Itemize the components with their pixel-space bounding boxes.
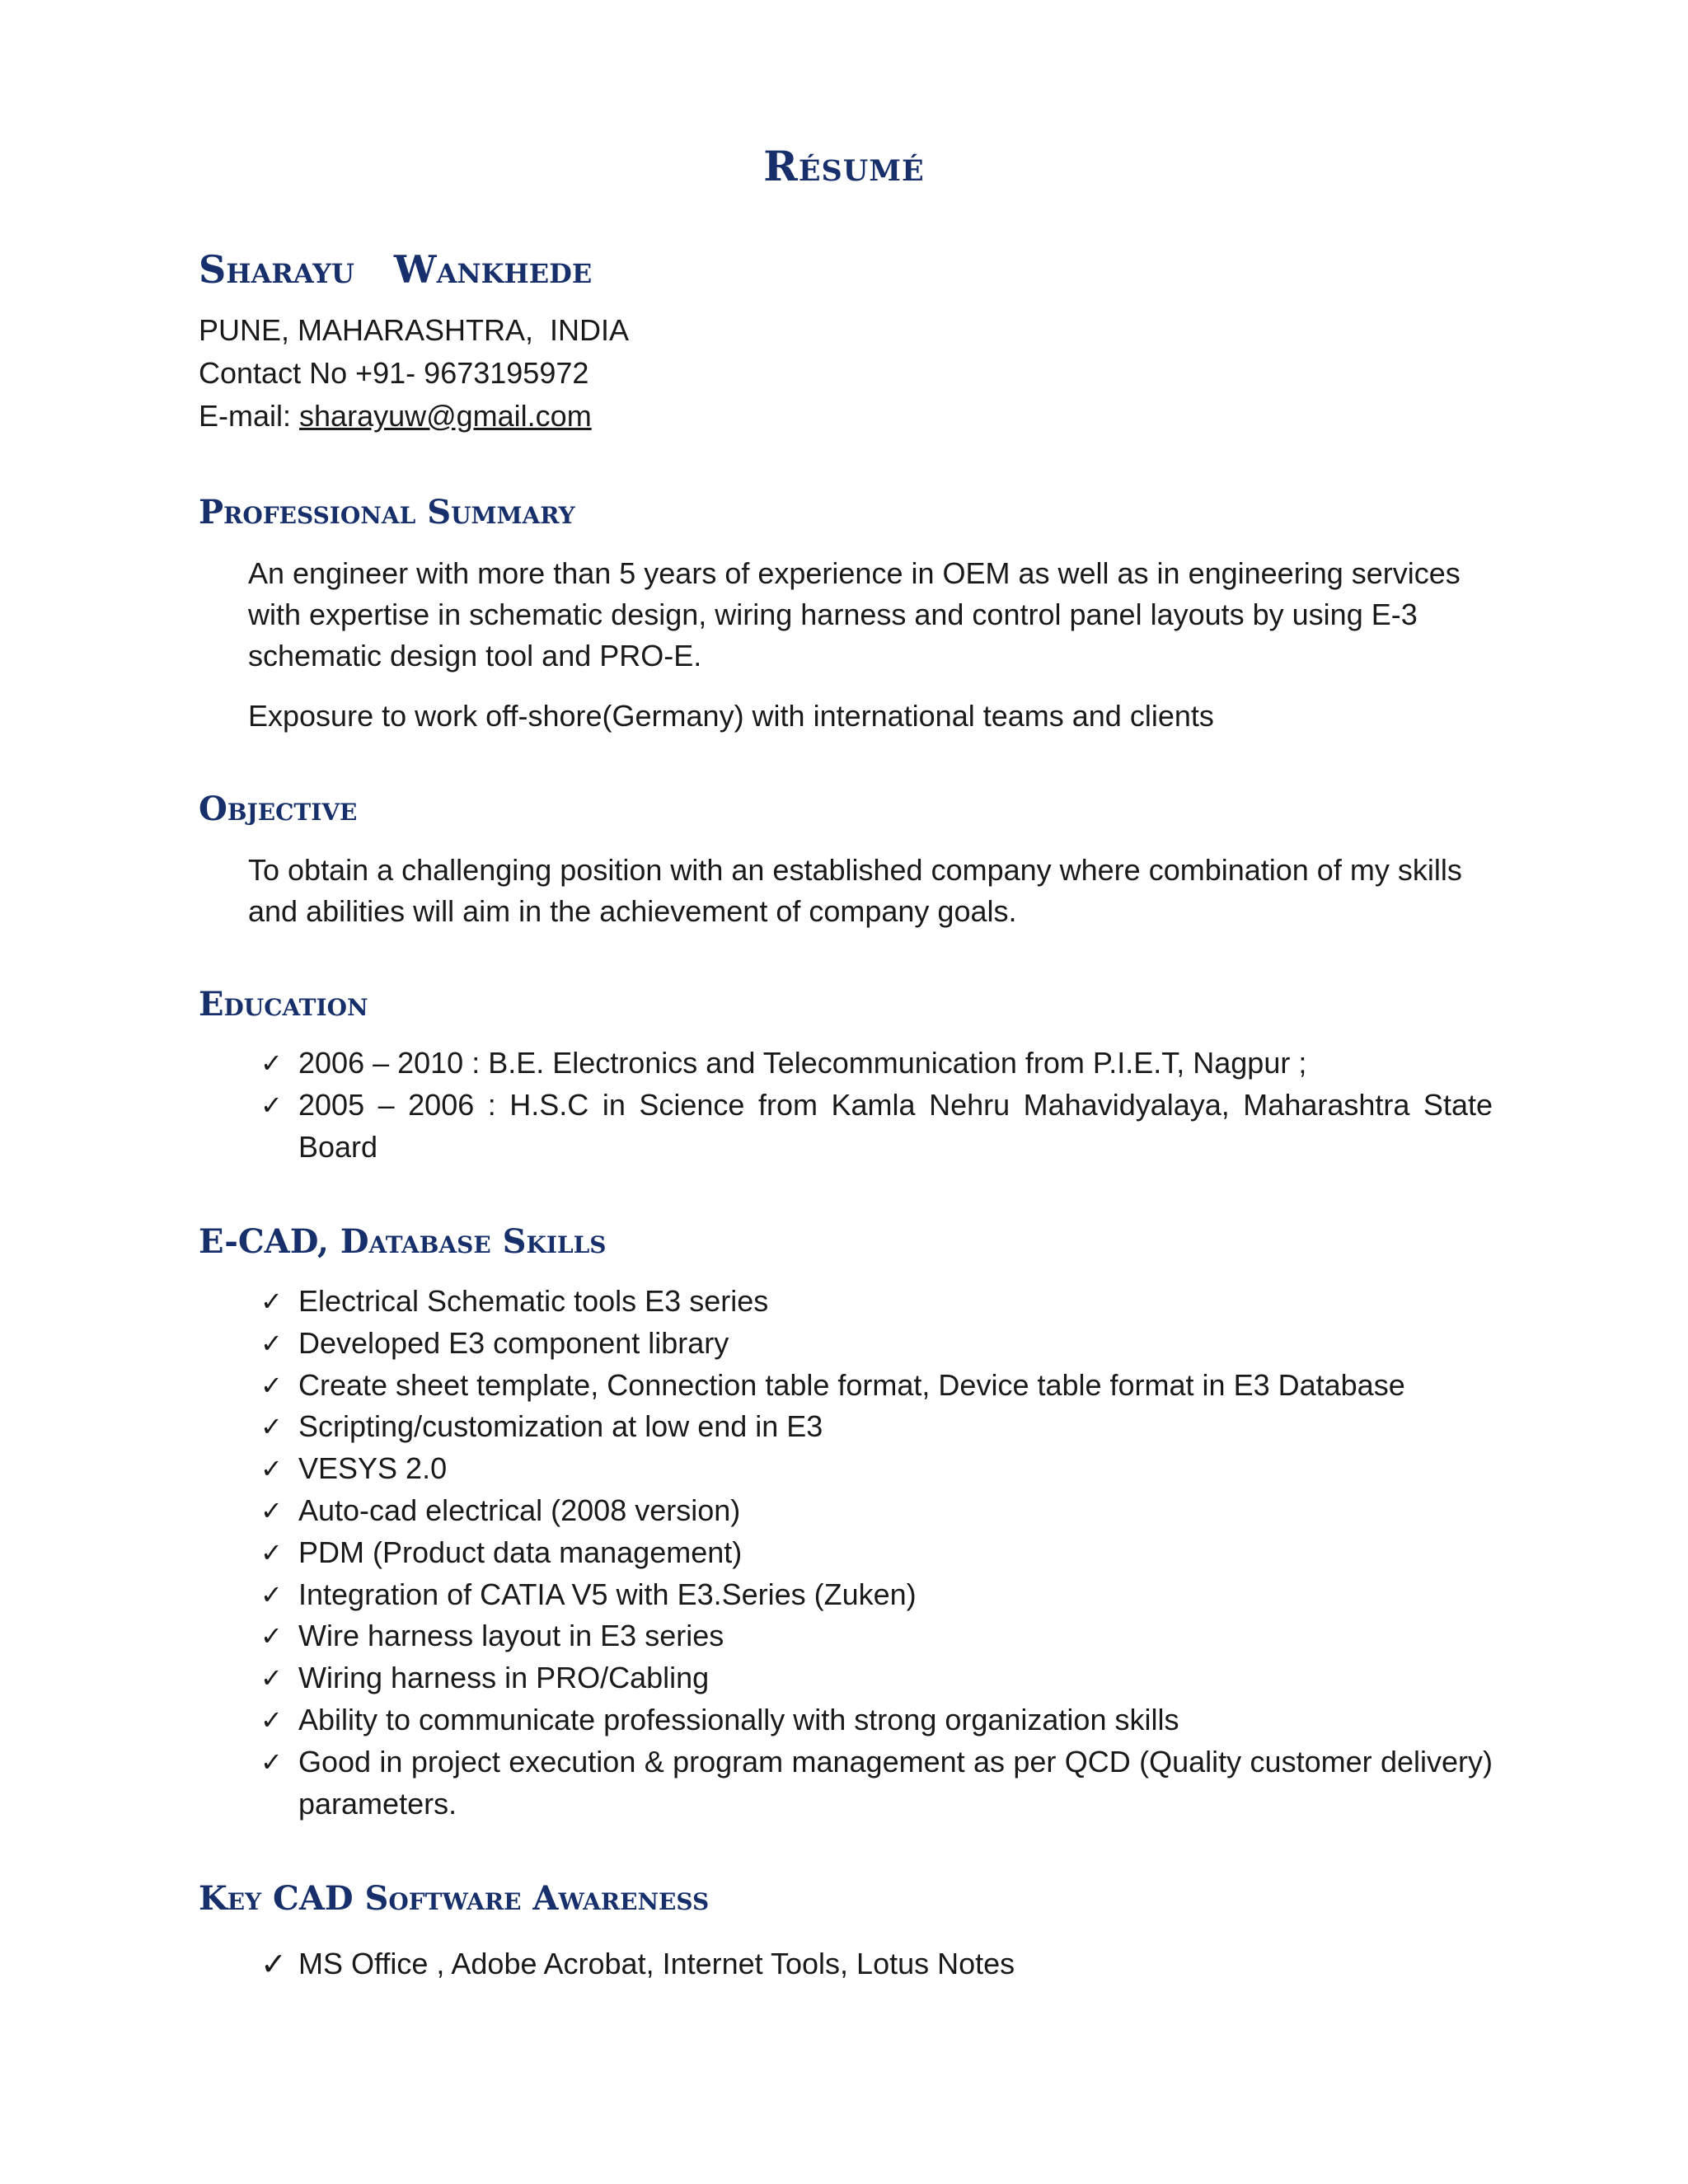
education-entry: 2005 – 2006 : H.S.C in Science from Kamla Nehru Mahavidyalaya, Maharashtra State Board [298,1087,1493,1164]
checkmark-icon: ✓ [260,1327,283,1359]
email-link[interactable]: sharayuw@gmail.com [299,399,592,433]
list-item [260,1699,1493,1741]
email-label: E-mail: [199,399,292,433]
checkmark-icon: ✓ [260,1946,287,1982]
skill-entry: Scripting/customization at low end in E3 [298,1409,823,1444]
checkmark-icon: ✓ [260,1369,283,1401]
skill-entry: Wiring harness in PRO/Cabling [298,1661,710,1695]
list-item [260,1323,1493,1365]
list-item [260,1490,1493,1532]
list-item [260,1657,1493,1699]
checkmark-icon: ✓ [260,1411,283,1443]
software-entry: MS Office , Adobe Acrobat, Internet Tools, Lotus Notes [298,1947,1015,1980]
list-item [260,1532,1493,1574]
list-item [260,1281,1493,1323]
software-awareness-list [260,1943,1493,1985]
list-item [260,1741,1493,1825]
skill-entry: Good in project execution & program management as per QCD (Quality customer delivery) parameters. [298,1744,1493,1821]
document-title: Résumé [763,142,925,190]
list-item [260,1448,1493,1490]
education-entry: 2006 – 2010 : B.E. Electronics and Telecommunication from P.I.E.T, Nagpur ; [298,1046,1307,1080]
phone-line [199,356,588,391]
checkmark-icon: ✓ [260,1662,283,1694]
skill-entry: PDM (Product data management) [298,1535,743,1569]
skill-entry: Ability to communicate professionally with strong organization skills [298,1702,1179,1736]
email-line [199,399,592,434]
list-item [260,1615,1493,1657]
contact-label: Contact No [199,356,348,390]
checkmark-icon: ✓ [260,1494,283,1526]
list-item [260,1943,1493,1985]
education-heading: Education [199,985,368,1024]
objective-heading: Objective [199,790,358,828]
list-item [260,1365,1493,1407]
summary-paragraph: An engineer with more than 5 years of experience in OEM as well as in engineering services with expertise in schematic design, wiring harness and control panel layouts by using E-3 schematic design tool and PRO-E. [248,556,1461,673]
software-awareness-heading: Key CAD Software Awareness [199,1879,710,1918]
checkmark-icon: ✓ [260,1704,283,1736]
checkmark-icon: ✓ [260,1047,283,1079]
professional-summary-heading: Professional Summary [199,493,575,532]
skill-entry: Wire harness layout in E3 series [298,1619,724,1653]
skill-entry: Developed E3 component library [298,1325,729,1360]
skill-entry: VESYS 2.0 [298,1451,448,1486]
education-list [260,1043,1493,1168]
checkmark-icon: ✓ [260,1746,283,1778]
ecad-skills-heading: E-CAD, Database Skills [199,1222,607,1261]
checkmark-icon: ✓ [260,1578,283,1610]
objective-text: To obtain a challenging position with an established company where combination of my skills and abilities will aim in the achievement of company goals. [248,853,1462,928]
summary-paragraph: Exposure to work off-shore(Germany) with international teams and clients [248,699,1214,733]
skill-entry: Electrical Schematic tools E3 series [298,1284,769,1318]
list-item [260,1043,1493,1085]
checkmark-icon: ✓ [260,1620,283,1652]
location-line: PUNE, MAHARASHTRA, INDIA [199,313,630,347]
list-item [260,1406,1493,1448]
candidate-name: Sharayu Wankhede [199,247,593,292]
skill-entry: Auto-cad electrical (2008 version) [298,1493,741,1527]
skill-entry: Create sheet template, Connection table format, Device table format in E3 Database [298,1367,1405,1402]
skill-entry: Integration of CATIA V5 with E3.Series (Zuken) [298,1577,917,1611]
checkmark-icon: ✓ [260,1286,283,1317]
checkmark-icon: ✓ [260,1453,283,1485]
list-item [260,1574,1493,1616]
checkmark-icon: ✓ [260,1536,283,1568]
checkmark-icon: ✓ [260,1089,283,1121]
ecad-skills-list [260,1281,1493,1825]
phone-number: +91- 9673195972 [355,356,589,390]
list-item [260,1085,1493,1169]
